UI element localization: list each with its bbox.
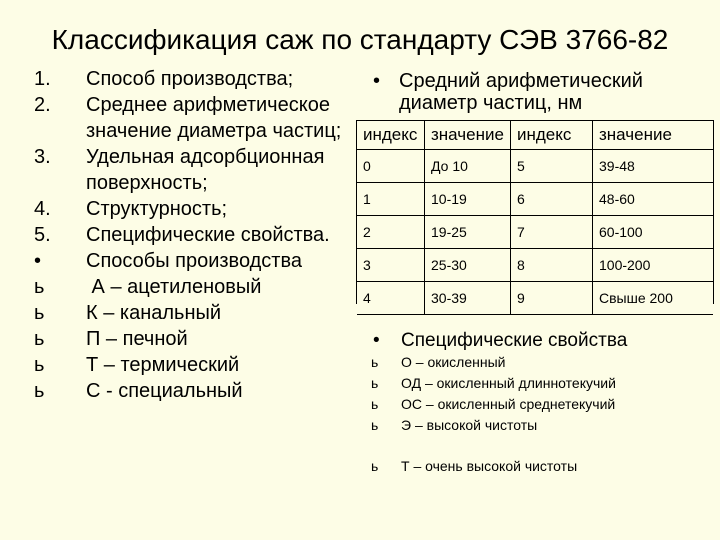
table-cell: 7 [511,216,593,248]
list-item [34,378,364,404]
diameter-table [356,120,714,304]
table-cell: 5 [511,150,593,182]
table-row [357,249,713,282]
list-item [371,456,711,477]
list-marker: 3. [34,146,51,168]
column-header: индекс [357,121,425,149]
list-text: Среднее арифметическое значение диаметра частиц; [86,94,342,142]
list-text: О – окисленный [401,354,506,370]
list-marker: 2. [34,94,51,116]
list-item [34,352,364,378]
list-text: Способы производства [86,250,302,272]
list-item [371,352,711,373]
specific-heading [373,330,627,352]
list-text: Специфические свойства. [86,224,330,246]
list-marker: 4. [34,198,51,220]
table-cell: Свыше 200 [599,290,673,306]
list-marker: ь [371,375,379,391]
diameter-heading-text: Средний арифметический диаметр частиц, нм [399,70,643,114]
table-row [357,216,713,249]
list-marker: 1. [34,68,51,90]
list-item [371,415,711,436]
list-text: П – печной [86,328,188,350]
list-text: А – ацетиленовый [86,276,262,298]
list-marker: ь [34,328,45,350]
list-text: ОС – окисленный среднетекучий [401,396,616,412]
table-cell: 1 [357,183,425,215]
list-text: Структурность; [86,198,228,220]
classification-list [34,66,364,404]
table-cell: 6 [511,183,593,215]
list-marker: 5. [34,224,51,246]
list-marker: • [34,250,42,272]
list-marker: ь [371,396,379,412]
list-text: С - специальный [86,380,243,402]
list-text: Способ производства; [86,68,294,90]
list-item [34,274,364,300]
table-cell: 4 [357,282,425,314]
table-cell: 25-30 [425,249,511,281]
list-text: Т – очень высокой чистоты [401,458,578,474]
specific-list [371,352,711,477]
list-marker: ь [371,354,379,370]
slide-title: Классификация саж по стандарту СЭВ 3766-82 [51,24,669,55]
list-item [371,394,711,415]
table-cell: 100-200 [599,257,651,273]
list-item [34,222,364,248]
table-cell: 39-48 [599,158,635,174]
bullet-marker: • [373,70,381,92]
table-cell: 30-39 [425,282,511,314]
list-item [34,92,364,144]
list-marker: ь [371,458,379,474]
list-text: Удельная адсорбционная поверхность; [86,146,325,194]
table-cell: 9 [511,282,593,314]
list-text: ОД – окисленный длиннотекучий [401,375,616,391]
list-marker: ь [34,276,45,298]
table-header-row [357,120,713,150]
table-cell: 19-25 [425,216,511,248]
table-cell: До 10 [425,150,511,182]
table-cell: 3 [357,249,425,281]
list-item [371,373,711,394]
list-marker: ь [371,417,379,433]
column-header: значение [599,125,672,144]
list-item [34,144,364,196]
table-cell: 2 [357,216,425,248]
list-item [34,196,364,222]
table-cell: 8 [511,249,593,281]
table-cell: 10-19 [425,183,511,215]
list-text: Т – термический [86,354,240,376]
list-item [34,66,364,92]
list-marker: ь [34,302,45,324]
table-cell: 0 [357,150,425,182]
bullet-marker: • [373,330,380,351]
list-text: Э – высокой чистоты [401,417,538,433]
list-marker: ь [34,380,45,402]
table-row [357,282,713,315]
table-row [357,150,713,183]
list-item [34,300,364,326]
specific-heading-text: Специфические свойства [401,330,628,351]
list-item [34,326,364,352]
list-item [34,248,364,274]
diameter-heading [373,70,703,114]
table-cell: 48-60 [599,191,635,207]
list-marker: ь [34,354,45,376]
table-row [357,183,713,216]
column-header: индекс [511,121,593,149]
table-cell: 60-100 [599,224,643,240]
column-header: значение [425,121,511,149]
list-text: К – канальный [86,302,222,324]
